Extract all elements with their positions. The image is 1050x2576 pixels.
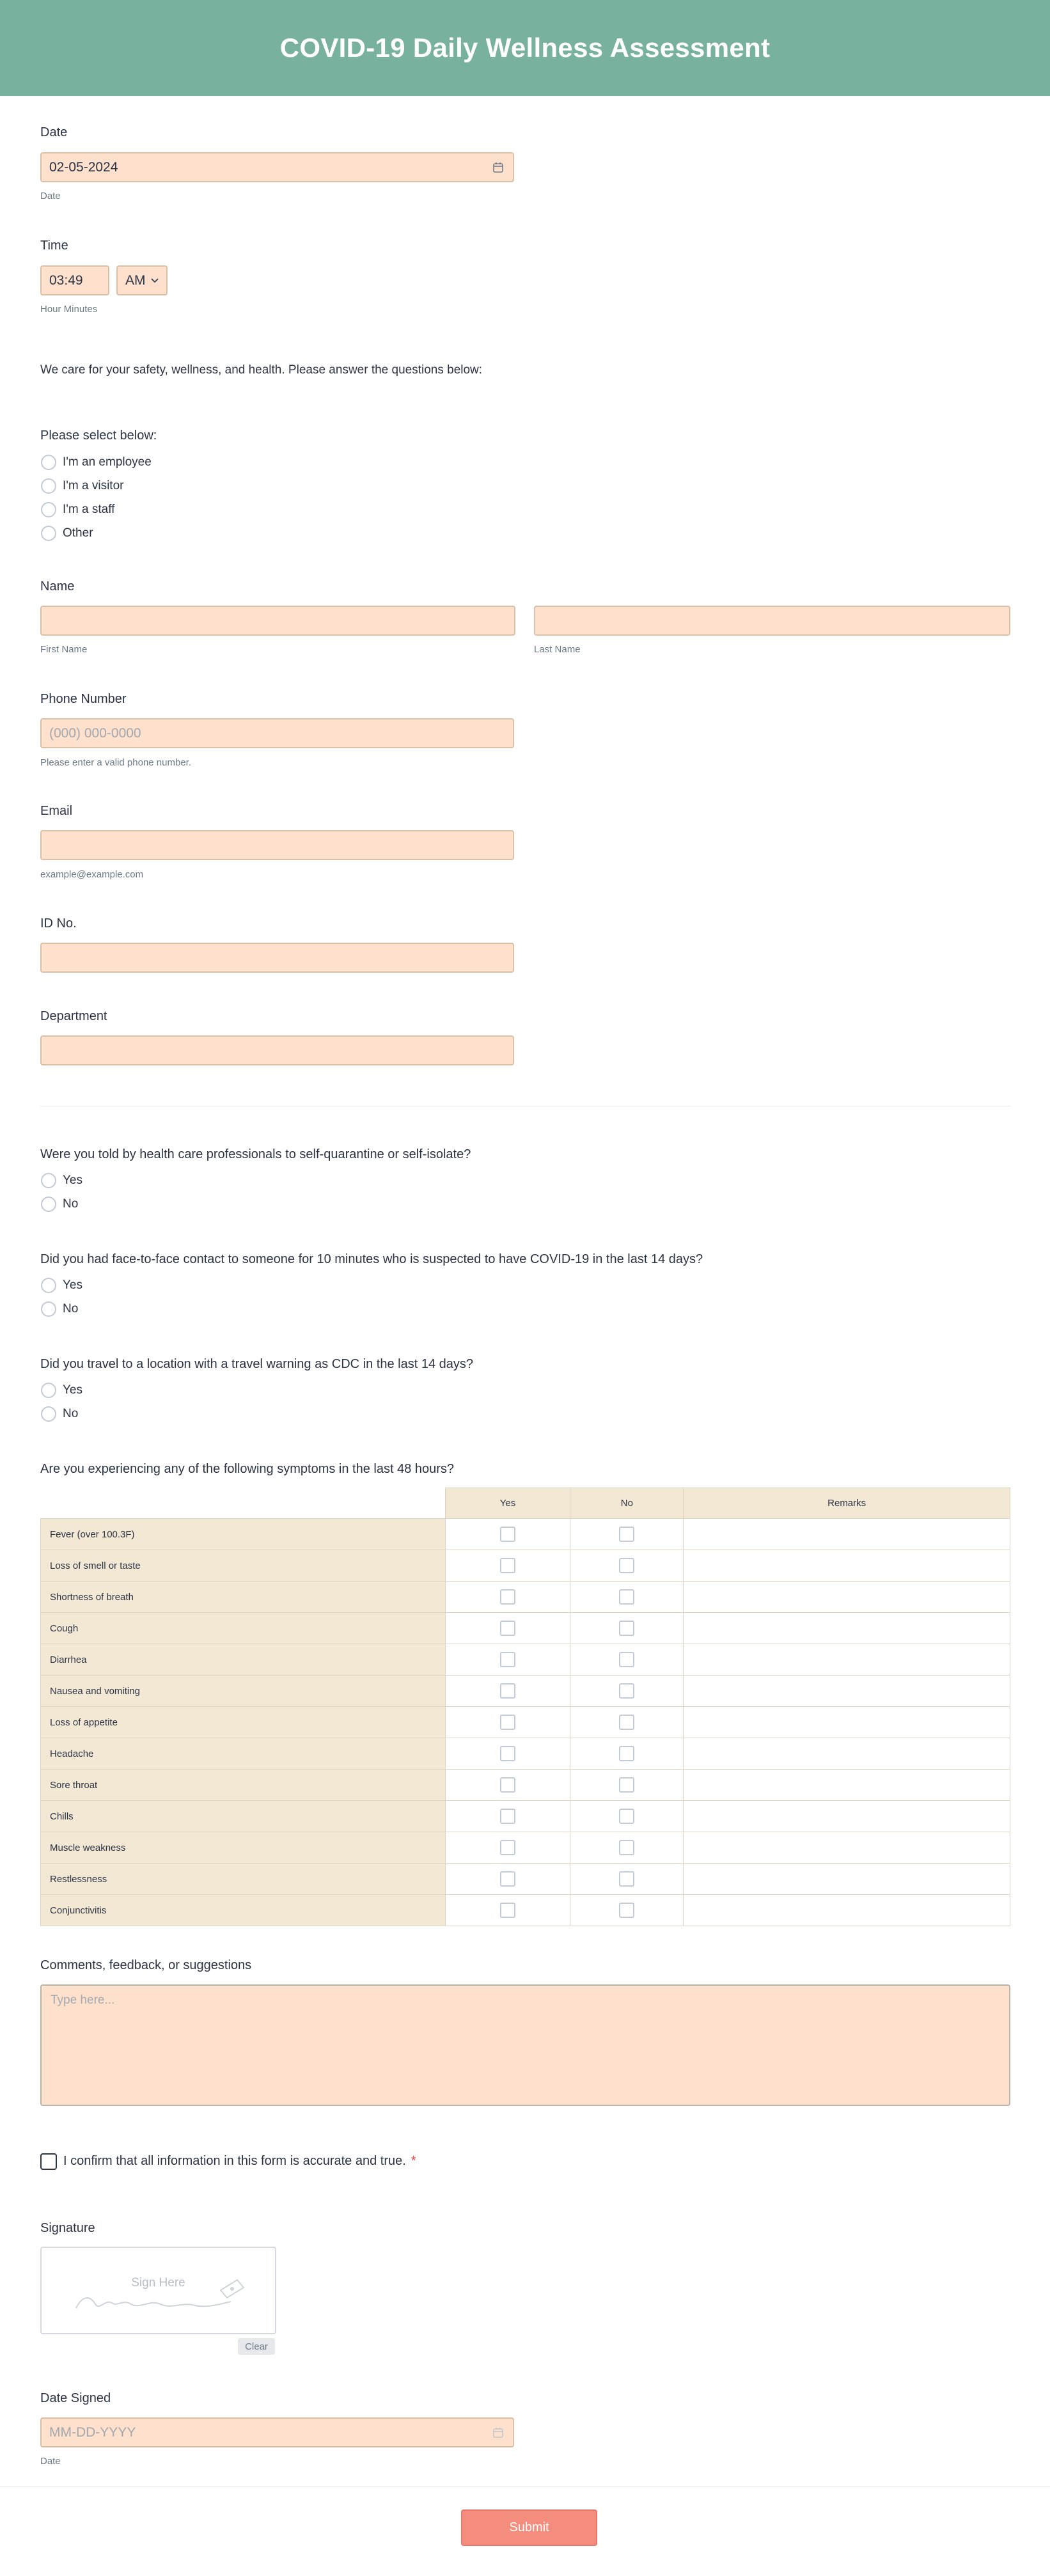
radio-option-label: No xyxy=(63,1301,79,1315)
ampm-value: AM xyxy=(125,272,146,288)
symptom-no-checkbox[interactable] xyxy=(619,1903,634,1918)
symptom-label: Loss of appetite xyxy=(41,1707,446,1738)
symptoms-corner-cell xyxy=(41,1488,446,1519)
radio-option-yes[interactable] xyxy=(41,1168,82,1192)
radio-option-yes[interactable] xyxy=(41,1378,82,1402)
symptom-yes-cell xyxy=(445,1613,570,1644)
symptom-no-checkbox[interactable] xyxy=(619,1746,634,1761)
radio-button[interactable] xyxy=(41,502,56,517)
form-title: COVID-19 Daily Wellness Assessment xyxy=(279,33,771,63)
select-below-options xyxy=(41,450,152,545)
symptom-label: Nausea and vomiting xyxy=(41,1676,446,1707)
symptom-yes-cell xyxy=(445,1707,570,1738)
symptom-label: Diarrhea xyxy=(41,1644,446,1676)
radio-button[interactable] xyxy=(41,478,56,494)
symptom-yes-cell xyxy=(445,1519,570,1550)
symptom-remarks-input[interactable] xyxy=(684,1770,1010,1801)
column-header-no: No xyxy=(570,1488,684,1519)
symptom-no-cell xyxy=(570,1613,684,1644)
symptom-remarks-input[interactable] xyxy=(684,1707,1010,1738)
symptom-no-cell xyxy=(570,1738,684,1770)
signature-clear-button[interactable]: Clear xyxy=(238,2338,275,2355)
table-row xyxy=(41,1707,1010,1738)
column-header-remarks: Remarks xyxy=(684,1488,1010,1519)
radio-option-label: Yes xyxy=(63,1278,82,1292)
id-label: ID No. xyxy=(40,916,77,931)
symptom-no-checkbox[interactable] xyxy=(619,1777,634,1793)
table-row xyxy=(41,1801,1010,1832)
symptom-yes-cell xyxy=(445,1644,570,1676)
time-label: Time xyxy=(40,239,68,253)
submit-divider xyxy=(0,2486,1050,2487)
comments-placeholder: Type here... xyxy=(51,1993,115,2007)
symptom-no-checkbox[interactable] xyxy=(619,1621,634,1636)
intro-text: We care for your safety, wellness, and health. Please answer the questions below: xyxy=(40,363,483,377)
department-label: Department xyxy=(40,1009,107,1023)
symptom-remarks-input[interactable] xyxy=(684,1550,1010,1582)
radio-option-no[interactable] xyxy=(41,1192,82,1216)
required-mark: * xyxy=(411,2154,416,2168)
date-value: 02-05-2024 xyxy=(49,159,118,175)
symptom-yes-checkbox[interactable] xyxy=(500,1809,515,1824)
phone-placeholder: (000) 000-0000 xyxy=(49,725,141,741)
symptom-label: Headache xyxy=(41,1738,446,1770)
table-row xyxy=(41,1864,1010,1895)
submit-button[interactable]: Submit xyxy=(461,2509,597,2546)
symptom-yes-cell xyxy=(445,1738,570,1770)
table-row xyxy=(41,1895,1010,1926)
calendar-icon[interactable] xyxy=(492,2427,504,2439)
date-signed-label: Date Signed xyxy=(40,2391,111,2405)
comments-textarea[interactable] xyxy=(40,1984,1010,2106)
time-hour-minute-input[interactable] xyxy=(40,265,109,295)
symptom-yes-cell xyxy=(445,1895,570,1926)
radio-button[interactable] xyxy=(41,526,56,541)
symptom-no-checkbox[interactable] xyxy=(619,1652,634,1667)
radio-option[interactable] xyxy=(41,521,152,545)
date-label: Date xyxy=(40,125,68,139)
radio-button[interactable] xyxy=(41,1197,56,1212)
radio-option-label: Yes xyxy=(63,1173,82,1187)
radio-option-label: No xyxy=(63,1197,79,1211)
symptom-no-cell xyxy=(570,1832,684,1864)
question-contact-options xyxy=(41,1273,82,1321)
symptom-no-checkbox[interactable] xyxy=(619,1871,634,1887)
radio-button[interactable] xyxy=(41,1278,56,1293)
calendar-icon[interactable] xyxy=(492,162,504,173)
time-sublabel: Hour Minutes xyxy=(40,304,98,315)
symptom-remarks-input[interactable] xyxy=(684,1582,1010,1613)
symptom-no-cell xyxy=(570,1707,684,1738)
signature-pad[interactable] xyxy=(40,2247,276,2334)
symptom-no-cell xyxy=(570,1644,684,1676)
symptom-yes-checkbox[interactable] xyxy=(500,1652,515,1667)
symptom-yes-checkbox[interactable] xyxy=(500,1558,515,1573)
table-row xyxy=(41,1738,1010,1770)
symptom-no-checkbox[interactable] xyxy=(619,1715,634,1730)
symptom-remarks-input[interactable] xyxy=(684,1519,1010,1550)
symptom-no-cell xyxy=(570,1770,684,1801)
radio-option[interactable] xyxy=(41,474,152,498)
last-name-sublabel: Last Name xyxy=(534,644,581,655)
confirm-label xyxy=(63,2154,416,2169)
symptom-no-checkbox[interactable] xyxy=(619,1809,634,1824)
table-row xyxy=(41,1613,1010,1644)
first-name-sublabel: First Name xyxy=(40,644,88,655)
symptom-yes-cell xyxy=(445,1582,570,1613)
symptom-yes-cell xyxy=(445,1864,570,1895)
radio-button[interactable] xyxy=(41,1301,56,1317)
symptom-no-checkbox[interactable] xyxy=(619,1527,634,1542)
radio-option-yes[interactable] xyxy=(41,1273,82,1297)
symptom-remarks-input[interactable] xyxy=(684,1676,1010,1707)
table-row xyxy=(41,1582,1010,1613)
symptom-label: Sore throat xyxy=(41,1770,446,1801)
symptom-remarks-input[interactable] xyxy=(684,1644,1010,1676)
symptom-yes-checkbox[interactable] xyxy=(500,1871,515,1887)
table-row xyxy=(41,1676,1010,1707)
symptom-yes-checkbox[interactable] xyxy=(500,1683,515,1699)
symptom-label: Shortness of breath xyxy=(41,1582,446,1613)
radio-option-no[interactable] xyxy=(41,1402,82,1425)
signature-scribble-icon xyxy=(70,2271,255,2316)
symptom-remarks-input[interactable] xyxy=(684,1613,1010,1644)
symptom-yes-checkbox[interactable] xyxy=(500,1621,515,1636)
symptom-no-cell xyxy=(570,1895,684,1926)
symptom-yes-checkbox[interactable] xyxy=(500,1777,515,1793)
symptom-label: Fever (over 100.3F) xyxy=(41,1519,446,1550)
first-name-input[interactable] xyxy=(40,606,515,636)
symptom-no-cell xyxy=(570,1519,684,1550)
question-quarantine: Were you told by health care professionals to self-quarantine or self-isolate? xyxy=(40,1147,471,1161)
email-sublabel: example@example.com xyxy=(40,869,144,880)
radio-option[interactable] xyxy=(41,498,152,521)
question-quarantine-options xyxy=(41,1168,82,1216)
comments-label: Comments, feedback, or suggestions xyxy=(40,1958,252,1972)
date-signed-input[interactable] xyxy=(40,2417,514,2447)
symptom-no-checkbox[interactable] xyxy=(619,1840,634,1855)
symptom-yes-checkbox[interactable] xyxy=(500,1589,515,1605)
column-header-yes: Yes xyxy=(445,1488,570,1519)
select-below-label: Please select below: xyxy=(40,428,157,443)
radio-option-no[interactable] xyxy=(41,1297,82,1321)
radio-option-label: No xyxy=(63,1406,79,1420)
date-signed-sublabel: Date xyxy=(40,2456,61,2467)
symptom-remarks-input[interactable] xyxy=(684,1895,1010,1926)
symptom-label: Cough xyxy=(41,1613,446,1644)
radio-option-label: I'm an employee xyxy=(63,455,152,469)
symptom-no-cell xyxy=(570,1864,684,1895)
phone-label: Phone Number xyxy=(40,692,127,706)
symptom-remarks-input[interactable] xyxy=(684,1738,1010,1770)
form-header xyxy=(0,0,1050,96)
symptom-remarks-input[interactable] xyxy=(684,1801,1010,1832)
symptom-yes-checkbox[interactable] xyxy=(500,1527,515,1542)
radio-button[interactable] xyxy=(41,455,56,470)
symptom-label: Restlessness xyxy=(41,1864,446,1895)
question-travel-options xyxy=(41,1378,82,1425)
chevron-down-icon xyxy=(151,278,159,284)
email-label: Email xyxy=(40,804,73,818)
symptom-yes-cell xyxy=(445,1550,570,1582)
ampm-select[interactable] xyxy=(116,265,168,295)
symptom-no-checkbox[interactable] xyxy=(619,1683,634,1699)
phone-sublabel: Please enter a valid phone number. xyxy=(40,757,191,768)
symptoms-table xyxy=(40,1488,1010,1926)
date-signed-placeholder: MM-DD-YYYY xyxy=(49,2424,136,2440)
symptom-no-cell xyxy=(570,1582,684,1613)
name-label: Name xyxy=(40,579,75,593)
confirm-text: I confirm that all information in this form is accurate and true. xyxy=(63,2154,406,2168)
symptoms-header-row xyxy=(41,1488,1010,1519)
symptom-label: Muscle weakness xyxy=(41,1832,446,1864)
radio-option[interactable] xyxy=(41,450,152,474)
question-travel: Did you travel to a location with a travel warning as CDC in the last 14 days? xyxy=(40,1357,474,1371)
date-sublabel: Date xyxy=(40,191,61,201)
department-input[interactable] xyxy=(40,1035,514,1065)
symptom-yes-checkbox[interactable] xyxy=(500,1903,515,1918)
confirm-checkbox[interactable] xyxy=(40,2153,57,2170)
symptom-label: Conjunctivitis xyxy=(41,1895,446,1926)
signature-placeholder: Sign Here xyxy=(131,2276,185,2289)
table-row xyxy=(41,1644,1010,1676)
date-input[interactable] xyxy=(40,152,514,182)
symptom-no-cell xyxy=(570,1676,684,1707)
radio-option-label: I'm a visitor xyxy=(63,478,124,492)
phone-input[interactable] xyxy=(40,718,514,748)
id-input[interactable] xyxy=(40,943,514,973)
table-row xyxy=(41,1519,1010,1550)
table-row xyxy=(41,1832,1010,1864)
symptom-remarks-input[interactable] xyxy=(684,1832,1010,1864)
radio-button[interactable] xyxy=(41,1173,56,1188)
symptom-label: Loss of smell or taste xyxy=(41,1550,446,1582)
symptom-remarks-input[interactable] xyxy=(684,1864,1010,1895)
last-name-input[interactable] xyxy=(534,606,1010,636)
symptom-no-cell xyxy=(570,1550,684,1582)
table-row xyxy=(41,1550,1010,1582)
signature-label: Signature xyxy=(40,2221,95,2235)
symptom-yes-cell xyxy=(445,1801,570,1832)
time-value: 03:49 xyxy=(49,272,83,288)
symptom-yes-cell xyxy=(445,1832,570,1864)
symptom-label: Chills xyxy=(41,1801,446,1832)
radio-button[interactable] xyxy=(41,1406,56,1422)
radio-button[interactable] xyxy=(41,1383,56,1398)
symptom-yes-cell xyxy=(445,1770,570,1801)
radio-option-label: I'm a staff xyxy=(63,502,115,516)
question-contact: Did you had face-to-face contact to someone for 10 minutes who is suspected to have COVID-19 in the last 14 days? xyxy=(40,1252,703,1266)
symptom-yes-checkbox[interactable] xyxy=(500,1715,515,1730)
radio-option-label: Yes xyxy=(63,1383,82,1397)
symptom-no-checkbox[interactable] xyxy=(619,1589,634,1605)
symptom-yes-cell xyxy=(445,1676,570,1707)
symptom-no-checkbox[interactable] xyxy=(619,1558,634,1573)
email-input[interactable] xyxy=(40,830,514,860)
symptoms-table-body xyxy=(41,1519,1010,1926)
symptom-yes-checkbox[interactable] xyxy=(500,1840,515,1855)
table-row xyxy=(41,1770,1010,1801)
symptom-no-cell xyxy=(570,1801,684,1832)
symptoms-question: Are you experiencing any of the following symptoms in the last 48 hours? xyxy=(40,1462,455,1476)
radio-option-label: Other xyxy=(63,526,93,540)
symptom-yes-checkbox[interactable] xyxy=(500,1746,515,1761)
